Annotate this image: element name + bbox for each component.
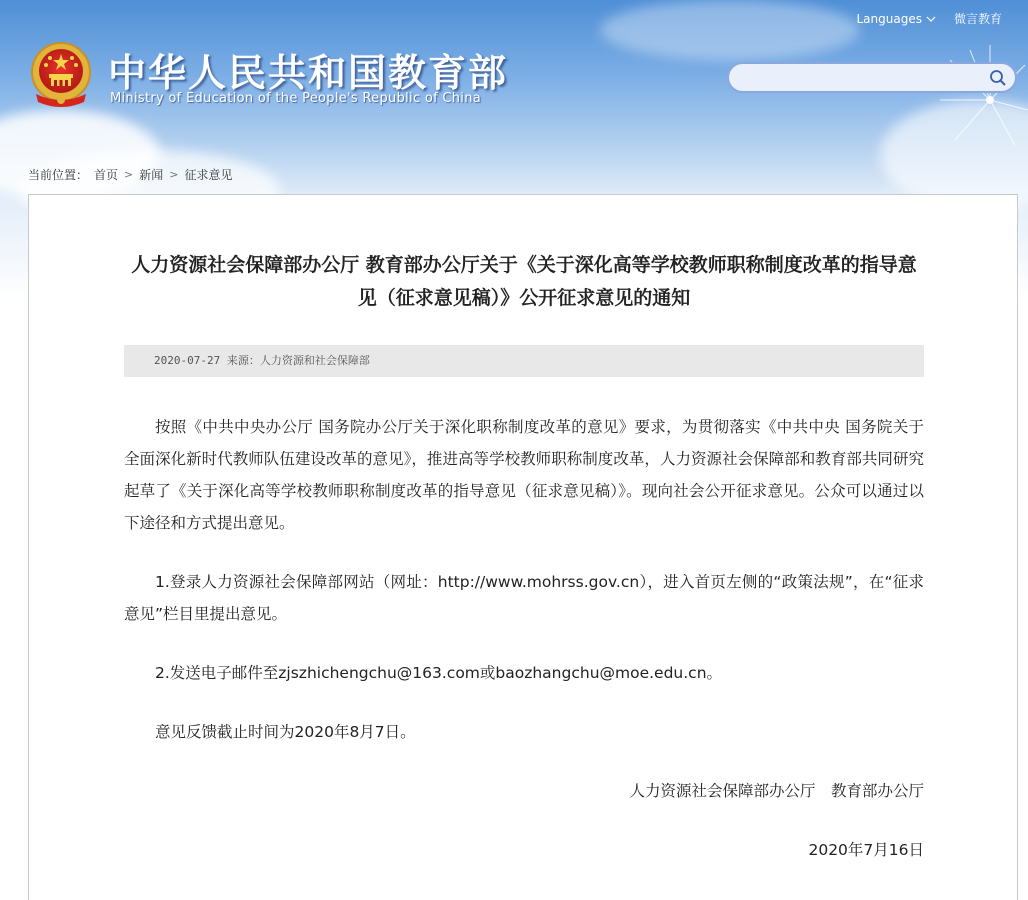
- breadcrumb-prefix: 当前位置：: [28, 168, 89, 182]
- search-icon[interactable]: [989, 69, 1007, 87]
- chevron-down-icon: [926, 14, 936, 24]
- national-emblem-icon: [28, 40, 94, 110]
- article-paragraph: 按照《中共中央办公厅 国务院办公厅关于深化职称制度改革的意见》要求，为贯彻落实《中共中央 国务院关于全面深化新时代教师队伍建设改革的意见》，推进高等学校教师职称制度改革，人力资源社会保障部和教育部共同研究起草了《关于深化高等学校教师职称制度改革的指导意见（征求意见稿）》。现向社会公开征求意见。公众可以通过以下途径和方式提出意见。: [124, 418, 924, 532]
- content-panel: [28, 194, 1018, 900]
- article-signature: 人力资源社会保障部办公厅 教育部办公厅: [629, 782, 924, 800]
- breadcrumb-home[interactable]: 首页: [94, 168, 119, 182]
- site-title-cn: 中华人民共和国教育部: [108, 51, 509, 95]
- search-box: [727, 62, 1017, 93]
- article-source: 来源：人力资源和社会保障部: [226, 354, 370, 367]
- weibo-link[interactable]: 微言教育: [953, 12, 1002, 26]
- article-body: [124, 411, 924, 866]
- article-paragraph: 2.发送电子邮件至zjszhichengchu@163.com或baozhangchu@moe.edu.cn。: [155, 664, 723, 682]
- article-meta: [124, 345, 924, 377]
- chevron-right-icon: >: [124, 168, 134, 181]
- languages-dropdown[interactable]: [857, 12, 936, 26]
- article-title: 人力资源社会保障部办公厅 教育部办公厅关于《关于深化高等学校教师职称制度改革的指导意见（征求意见稿）》公开征求意见的通知: [131, 254, 917, 309]
- chevron-right-icon: >: [169, 168, 179, 181]
- search-input[interactable]: [741, 68, 981, 88]
- breadcrumb: [28, 166, 233, 183]
- article-date: 2020-07-27: [154, 354, 221, 367]
- article-paragraph: 意见反馈截止时间为2020年8月7日。: [155, 723, 416, 741]
- site-title-en: Ministry of Education of the People's Republic of China: [110, 91, 482, 106]
- languages-label: Languages: [856, 11, 922, 26]
- article-sign-date: 2020年7月16日: [808, 841, 924, 859]
- dandelion-icon: [930, 40, 1028, 160]
- breadcrumb-news[interactable]: 新闻: [139, 168, 164, 182]
- article-paragraph: 1.登录人力资源社会保障部网站（网址：http://www.mohrss.gov.cn），进入首页左侧的“政策法规”，在“征求意见”栏目里提出意见。: [124, 573, 924, 623]
- top-links: [857, 10, 1003, 27]
- breadcrumb-consultation[interactable]: 征求意见: [184, 168, 233, 182]
